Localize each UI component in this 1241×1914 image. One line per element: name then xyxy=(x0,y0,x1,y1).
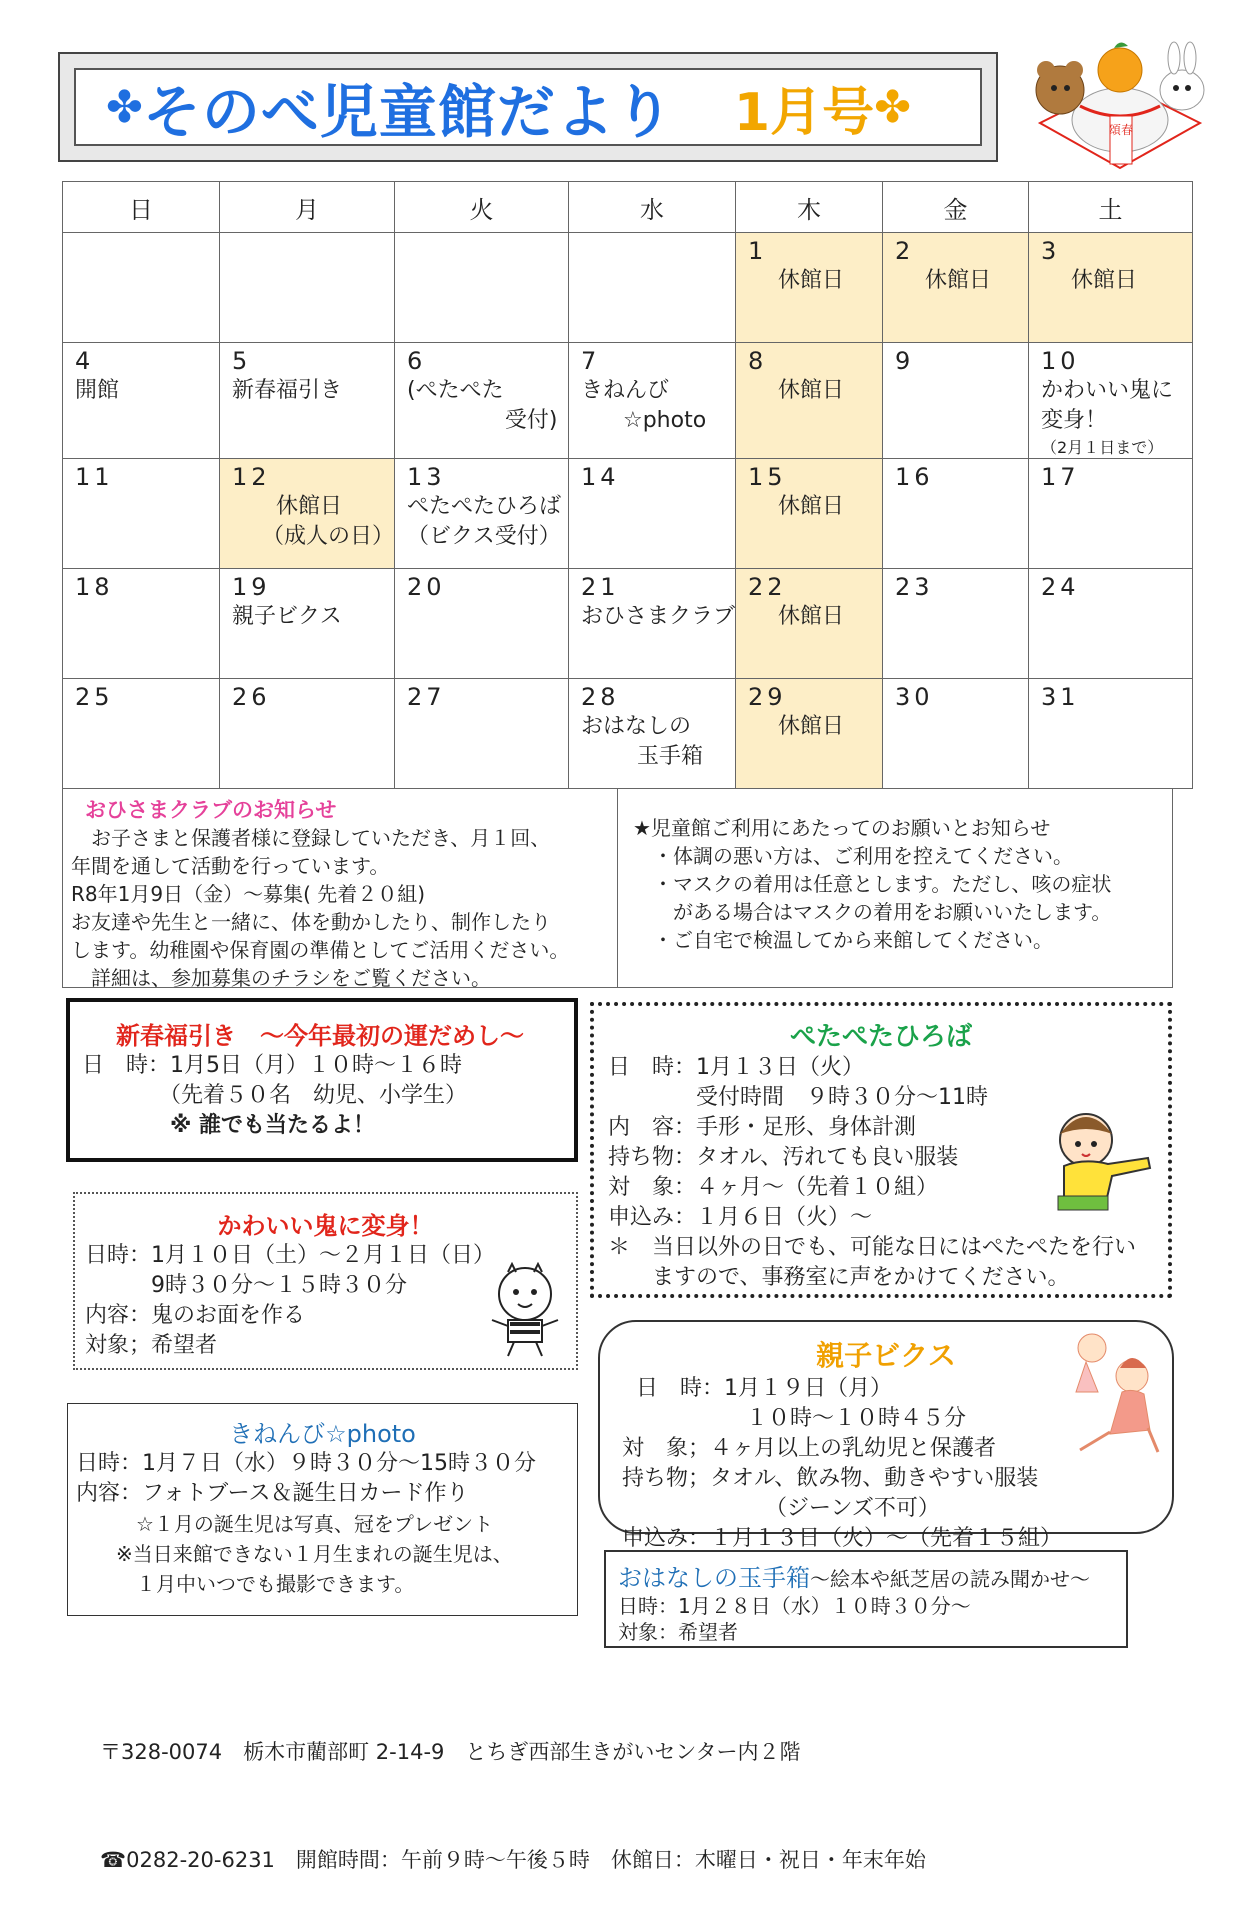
calendar-day-cell xyxy=(569,569,736,679)
day-number: 17 xyxy=(1041,463,1080,491)
calendar-day-cell xyxy=(63,233,220,343)
weekday-header: 金 xyxy=(883,182,1029,233)
oyako-title: 親子ビクス xyxy=(816,1339,956,1372)
weekday-header: 土 xyxy=(1029,182,1193,233)
oni-title: かわいい鬼に変身！ xyxy=(217,1212,434,1240)
kinenbi-title: きねんび☆photo xyxy=(229,1420,416,1448)
day-number: 5 xyxy=(232,347,252,375)
event-label: 変身！ xyxy=(1041,408,1108,433)
ohisama-club-notice xyxy=(63,788,618,990)
day-number: 1 xyxy=(748,237,768,265)
footer-phone: ☎0282-20-6231 開館時間：午前９時～午後５時 休館日：木曜日・祝日・年末年始 xyxy=(100,1848,926,1872)
weekday-header: 木 xyxy=(736,182,883,233)
fukubiki-title: 新春福引き ～今年最初の運だめし～ xyxy=(116,1022,524,1050)
oyako-line: 日 時：1月１９日（月） xyxy=(636,1376,892,1401)
page-title: そのべ児童館だより xyxy=(142,78,674,146)
day-number: 22 xyxy=(748,573,787,601)
closed-label: 休館日 xyxy=(778,604,845,629)
calendar-day-cell xyxy=(569,233,736,343)
day-number: 18 xyxy=(75,573,114,601)
kinenbi-line: １月中いつでも撮影できます。 xyxy=(76,1572,415,1596)
calendar-day-cell xyxy=(220,459,395,569)
calendar-week-row xyxy=(63,569,1193,679)
calendar-day-cell xyxy=(63,679,220,789)
event-label: おひさまクラブ xyxy=(581,604,736,629)
calendar-day-cell xyxy=(395,233,569,343)
oyako-line: 持ち物；タオル、飲み物、動きやすい服装 xyxy=(622,1466,1039,1491)
calendar-day-cell xyxy=(63,343,220,459)
usage-notice-body: ★児童館ご利用にあたってのお願いとお知らせ ・体調の悪い方は、ご利用を控えてください。 ・マスクの着用は任意とします。ただし、咳の症状 がある場合はマスクの着用をお願いいたします。 ・ご自宅で検温してから来館してください。 xyxy=(633,816,1112,952)
calendar-day-cell xyxy=(569,343,736,459)
calendar-day-cell xyxy=(395,459,569,569)
petapeta-line: 内 容：手形・足形、身体計測 xyxy=(608,1115,917,1140)
new-year-decoration-icon xyxy=(1010,28,1230,178)
calendar-week-row xyxy=(63,459,1193,569)
event-label: ☆photo xyxy=(581,408,707,433)
oyako-line: １０時～１０時４５分 xyxy=(636,1406,967,1431)
weekday-header: 火 xyxy=(395,182,569,233)
calendar-day-cell xyxy=(569,679,736,789)
ohisama-heading: おひさまクラブのお知らせ xyxy=(85,798,337,822)
closed-label: 休館日 xyxy=(925,268,992,293)
calendar-table xyxy=(62,181,1193,789)
ohanashi-line: 日時：1月２８日（水）１０時３０分～ xyxy=(618,1594,971,1618)
closed-label: 休館日 xyxy=(778,494,845,519)
event-label: 玉手箱 xyxy=(581,744,703,769)
day-number: 21 xyxy=(581,573,620,601)
calendar-day-cell xyxy=(1029,233,1193,343)
title-frame xyxy=(58,52,998,162)
oyako-box xyxy=(598,1320,1174,1551)
event-label: かわいい鬼に xyxy=(1041,378,1174,403)
day-number: 4 xyxy=(75,347,95,375)
calendar-day-cell xyxy=(883,569,1029,679)
petapeta-box xyxy=(590,1002,1172,1298)
calendar-day-cell xyxy=(736,343,883,459)
oni-line: 日時：1月１０日（土）～２月１日（日） xyxy=(85,1243,495,1268)
day-number: 30 xyxy=(895,683,934,711)
fukubiki-box xyxy=(66,998,578,1162)
calendar-week-row xyxy=(63,343,1193,459)
fukubiki-line: 日 時：1月5日（月）１０時～１６時 xyxy=(82,1053,462,1078)
day-number: 10 xyxy=(1041,347,1080,375)
petapeta-line: ＊ 当日以外の日でも、可能な日にはぺたぺたを行い xyxy=(608,1235,1137,1260)
calendar-day-cell xyxy=(1029,459,1193,569)
day-number: 29 xyxy=(748,683,787,711)
day-number: 11 xyxy=(75,463,114,491)
issue-label: 1月号 xyxy=(733,82,875,143)
seal-text: 頌春 xyxy=(1108,123,1134,137)
calendar-day-cell xyxy=(1029,679,1193,789)
day-number: 6 xyxy=(407,347,427,375)
oni-line: 9時３０分～１５時３０分 xyxy=(85,1273,407,1298)
event-label: おはなしの xyxy=(581,714,692,739)
day-number: 19 xyxy=(232,573,271,601)
calendar-day-cell xyxy=(395,679,569,789)
petapeta-line: 申込み：１月６日（火）～ xyxy=(608,1205,873,1230)
ohanashi-heading xyxy=(618,1558,1114,1593)
day-number: 16 xyxy=(895,463,934,491)
kinenbi-line: 日時：1月７日（水）９時３０分～15時３０分 xyxy=(76,1451,536,1476)
footer-address: 〒328-0074 栃木市藺部町 2-14-9 とちぎ西部生きがいセンター内２階 xyxy=(100,1740,801,1764)
oyako-line: 申込み：１月１３日（火）～（先着１５組） xyxy=(622,1526,1063,1551)
weekday-header: 日 xyxy=(63,182,220,233)
calendar-header-row xyxy=(63,182,1193,233)
parent-child-exercise-icon xyxy=(1062,1328,1162,1458)
calendar-day-cell xyxy=(736,569,883,679)
ohanashi-box xyxy=(604,1550,1128,1648)
event-label: 親子ビクス xyxy=(232,604,342,629)
event-note: （2月１日まで） xyxy=(1041,438,1164,457)
day-number: 2 xyxy=(895,237,915,265)
event-label: きねんび xyxy=(581,378,670,403)
day-number: 14 xyxy=(581,463,620,491)
calendar-day-cell xyxy=(220,679,395,789)
oni-child-icon xyxy=(480,1262,570,1362)
ohisama-body: お子さまと保護者様に登録していただき、月１回、 年間を通して活動を行っています。 R8年1月9日（金）～募集( 先着２０組) お友達や先生と一緒に、体を動かしたり、制作したり します。幼稚園や保育園の準備としてご活用ください。 詳細は、参加募集のチラシをご覧ください。 xyxy=(71,826,570,990)
ohanashi-title: おはなしの玉手箱 xyxy=(618,1564,810,1592)
calendar-day-cell xyxy=(883,233,1029,343)
petapeta-line: 対 象：４ヶ月～（先着１０組） xyxy=(608,1175,939,1200)
kinenbi-box xyxy=(67,1403,578,1616)
calendar-body xyxy=(63,233,1193,789)
oyako-line: （ジーンズ不可） xyxy=(622,1496,940,1521)
calendar-day-cell xyxy=(395,343,569,459)
event-label: （ビクス受付） xyxy=(407,524,561,549)
closed-label: 休館日 xyxy=(778,378,845,403)
closed-label: 休館日 xyxy=(778,714,845,739)
event-label: (ぺたぺた xyxy=(407,378,504,403)
calendar-day-cell xyxy=(395,569,569,679)
calendar-day-cell xyxy=(883,459,1029,569)
calendar-day-cell xyxy=(63,569,220,679)
day-number: 31 xyxy=(1041,683,1080,711)
oni-box xyxy=(73,1192,578,1370)
closed-label: 休館日 xyxy=(262,494,342,519)
weekday-header: 水 xyxy=(569,182,736,233)
calendar-day-cell xyxy=(569,459,736,569)
calendar-day-cell xyxy=(1029,343,1193,459)
kinenbi-line: ※当日来館できない１月生まれの誕生児は、 xyxy=(76,1542,513,1566)
petapeta-line: ますので、事務室に声をかけてください。 xyxy=(608,1265,1070,1290)
title-banner xyxy=(74,68,982,146)
day-number: 27 xyxy=(407,683,446,711)
day-number: 3 xyxy=(1041,237,1061,265)
weekday-header: 月 xyxy=(220,182,395,233)
clover-icon: ✤ xyxy=(106,81,143,133)
usage-notice xyxy=(619,788,1174,987)
fukubiki-line: （先着５０名 幼児、小学生） xyxy=(82,1083,468,1108)
day-number: 7 xyxy=(581,347,601,375)
calendar-week-row xyxy=(63,233,1193,343)
day-number: 9 xyxy=(895,347,915,375)
petapeta-line: 日 時：1月１３日（火） xyxy=(608,1055,864,1080)
day-number: 8 xyxy=(748,347,768,375)
oni-line: 内容：鬼のお面を作る xyxy=(85,1303,306,1328)
calendar-day-cell xyxy=(883,343,1029,459)
calendar-day-cell xyxy=(736,233,883,343)
calendar-day-cell xyxy=(1029,569,1193,679)
oni-line: 対象；希望者 xyxy=(85,1333,218,1358)
calendar-day-cell xyxy=(220,343,395,459)
calendar-day-cell xyxy=(736,679,883,789)
calendar-day-cell xyxy=(220,569,395,679)
kinenbi-line: ☆１月の誕生児は写真、冠をプレゼント xyxy=(76,1512,494,1536)
petapeta-line: 受付時間 ９時３０分～11時 xyxy=(608,1085,988,1110)
notice-row xyxy=(62,788,1173,988)
calendar-day-cell xyxy=(736,459,883,569)
day-number: 13 xyxy=(407,463,446,491)
closed-label: 休館日 xyxy=(778,268,845,293)
event-label: ぺたぺたひろば xyxy=(407,494,562,519)
fukubiki-line: ※ 誰でも当たるよ！ xyxy=(82,1113,376,1138)
day-number: 26 xyxy=(232,683,271,711)
petapeta-line: 持ち物：タオル、汚れても良い服装 xyxy=(608,1145,959,1170)
clover-icon: ✤ xyxy=(874,81,911,133)
ohanashi-line: 対象：希望者 xyxy=(618,1620,738,1644)
day-number: 24 xyxy=(1041,573,1080,601)
oyako-line: 対 象；４ヶ月以上の乳幼児と保護者 xyxy=(622,1436,997,1461)
day-number: 25 xyxy=(75,683,114,711)
day-number: 23 xyxy=(895,573,934,601)
crawling-baby-icon xyxy=(1044,1104,1154,1214)
ohanashi-subtitle: ～絵本や紙芝居の読み聞かせ～ xyxy=(810,1567,1090,1591)
day-number: 12 xyxy=(232,463,271,491)
event-label: 新春福引き xyxy=(232,378,343,403)
petapeta-title: ぺたぺたひろば xyxy=(789,1022,972,1052)
calendar-day-cell xyxy=(220,233,395,343)
calendar-week-row xyxy=(63,679,1193,789)
calendar-day-cell xyxy=(63,459,220,569)
event-label: 開館 xyxy=(75,378,120,403)
kinenbi-line: 内容：フォトブース＆誕生日カード作り xyxy=(76,1481,469,1506)
calendar-day-cell xyxy=(883,679,1029,789)
day-number: 20 xyxy=(407,573,446,601)
day-number: 28 xyxy=(581,683,620,711)
event-label: 受付) xyxy=(407,408,558,433)
closed-label: （成人の日） xyxy=(262,524,395,549)
footer xyxy=(100,1662,926,1914)
day-number: 15 xyxy=(748,463,787,491)
closed-label: 休館日 xyxy=(1071,268,1138,293)
